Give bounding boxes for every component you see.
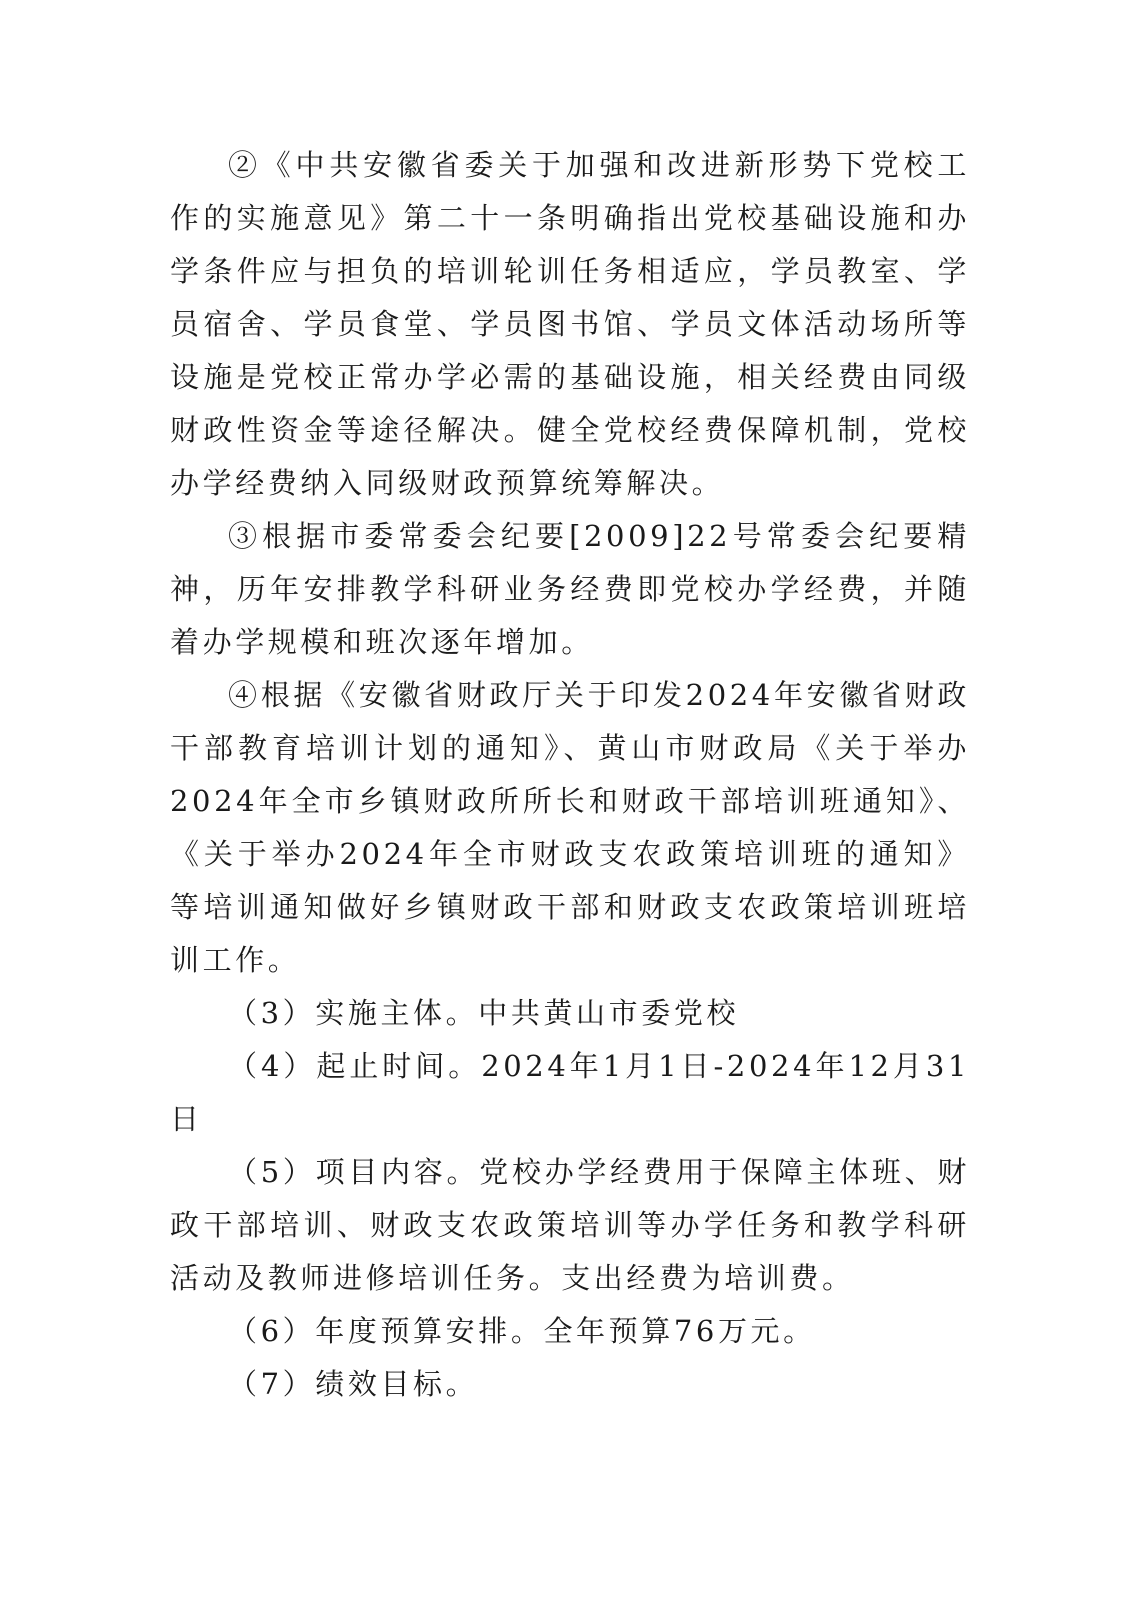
paragraph-policy-basis-4: ④根据《安徽省财政厅关于印发2024年安徽省财政干部教育培训计划的通知》、黄山市财政局《关于举办2024年全市乡镇财政所所长和财政干部培训班通知》、《关于举办2024年全市财政支农政策培训班的通知》等培训通知做好乡镇财政干部和财政支农政策培训班培训工作。 <box>170 678 970 977</box>
paragraph-policy-basis-3: ③根据市委常委会纪要[2009]22号常委会纪要精神，历年安排教学科研业务经费即党校办学经费，并随着办学规模和班次逐年增加。 <box>170 519 970 659</box>
paragraph-annual-budget: （6）年度预算安排。全年预算76万元。 <box>228 1314 816 1348</box>
paragraph-performance-goals: （7）绩效目标。 <box>228 1367 479 1401</box>
paragraph-policy-basis-2: ②《中共安徽省委关于加强和改进新形势下党校工作的实施意见》第二十一条明确指出党校基础设施和办学条件应与担负的培训轮训任务相适应，学员教室、学员宿舍、学员食堂、学员图书馆、学员文体活动场所等设施是党校正常办学必需的基础设施，相关经费由同级财政性资金等途径解决。健全党校经费保障机制，党校办学经费纳入同级财政预算统筹解决。 <box>170 148 970 500</box>
document-body <box>170 139 970 1411</box>
paragraph-implementing-body: （3）实施主体。中共黄山市委党校 <box>228 996 740 1030</box>
paragraph-project-content: （5）项目内容。党校办学经费用于保障主体班、财政干部培训、财政支农政策培训等办学任务和教学科研活动及教师进修培训任务。支出经费为培训费。 <box>170 1155 970 1295</box>
paragraph-time-period: （4）起止时间。2024年1月1日-2024年12月31日 <box>170 1049 970 1136</box>
